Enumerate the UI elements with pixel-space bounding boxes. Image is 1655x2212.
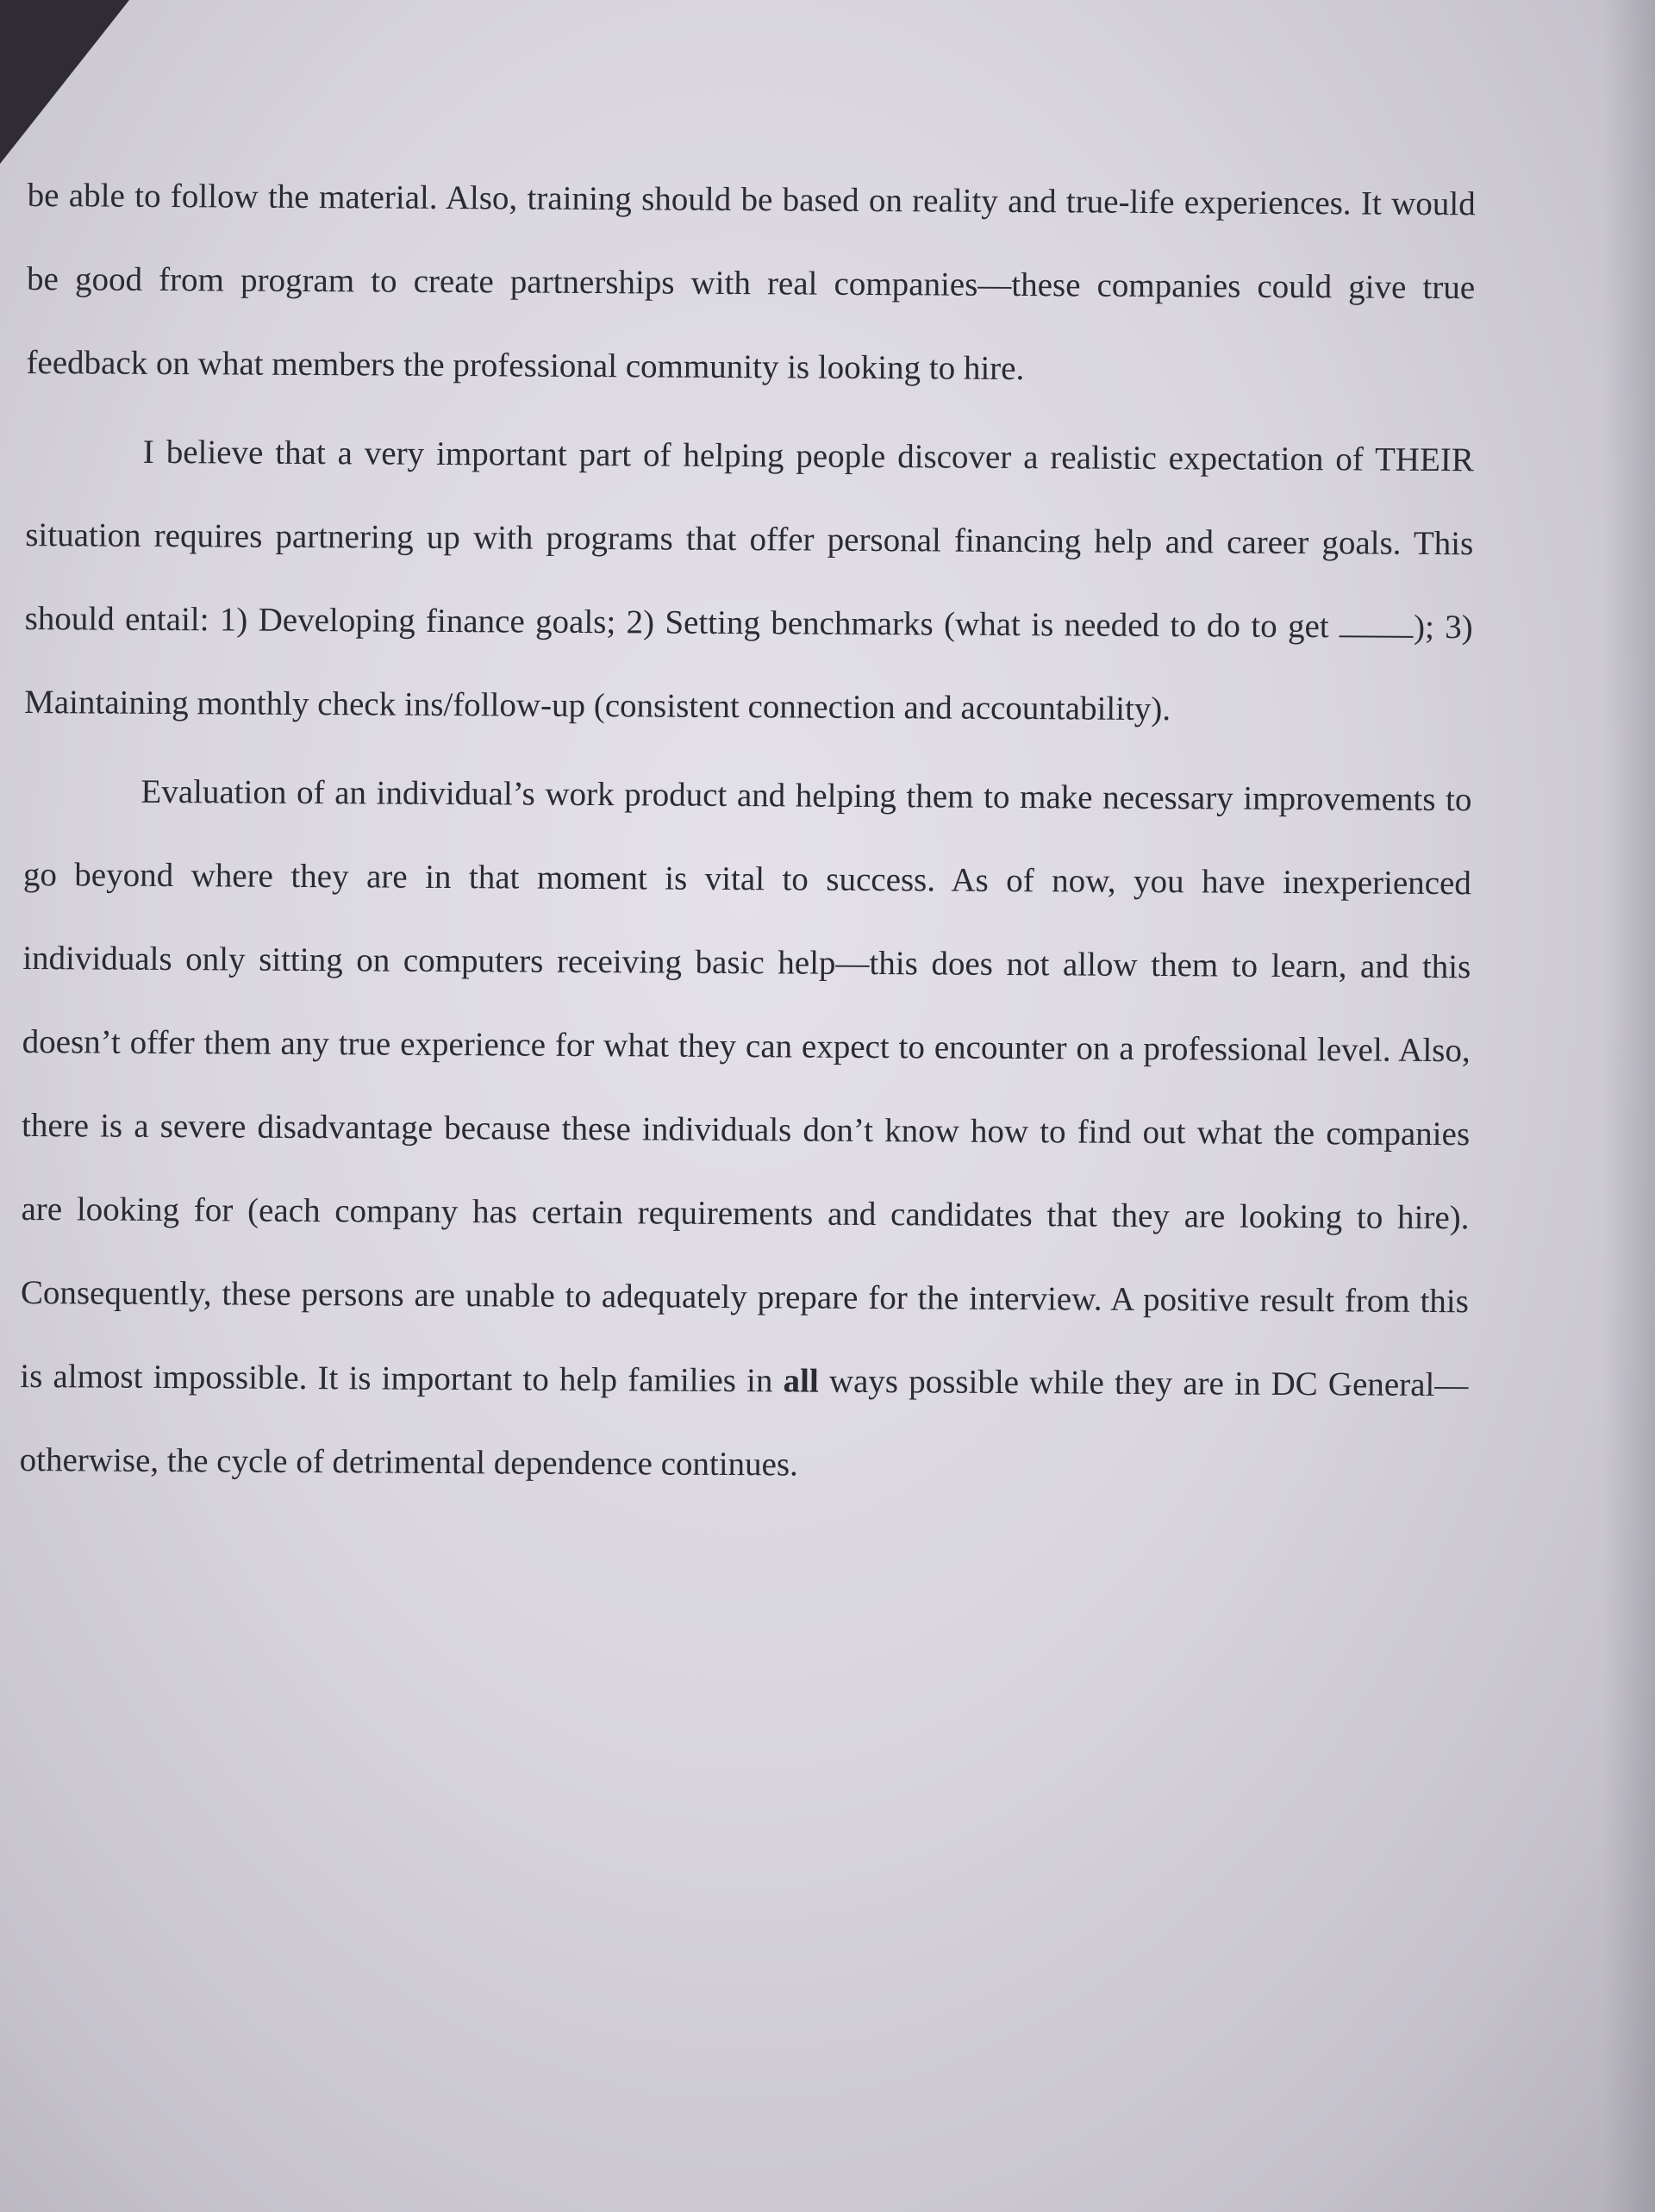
page-edge-shadow — [1603, 0, 1655, 2212]
paragraph-3 — [19, 749, 1471, 1510]
paragraph-3-text-start: Evaluation of an individual’s work product and helping them to make necessary improvements to go beyond where they are in that moment is vital to success. As of now, you have inexperienced individuals only sitting on computers receiving basic help—this does not allow them to learn, and this doesn’t offer them any true experience for what they can expect to encounter on a professional level. Also, there is a severe disadvantage because these individuals don’t know how to find out what the companies are looking for (each company has certain requirements and candidates that they are looking to hire). Consequently, these persons are unable to adequately prepare for the interview. A positive result from this is almost impossible. It is important to help families in — [20, 772, 1472, 1400]
paragraph-2-text-start: I believe that a very important part of helping people discover a realistic expectation of THEIR situation requires partnering up with programs that offer personal financing help and career goals. This should entail: 1) Developing finance goals; 2) Setting benchmarks (what is needed to do to get — [24, 433, 1474, 646]
document-body — [19, 153, 1476, 1515]
paragraph-3-text-end: ways possible while they are in DC General—otherwise, the cycle of detrimental dependence continues. — [19, 1362, 1469, 1484]
paragraph-2 — [24, 409, 1474, 753]
paragraph-3-bold-word: all — [783, 1362, 819, 1400]
fill-in-blank — [1340, 609, 1414, 638]
page-corner-shadow — [0, 0, 129, 164]
paragraph-1 — [26, 153, 1476, 413]
paragraph-2-text-end: ); 3) Maintaining monthly check ins/follow-up (consistent connection and accountability). — [23, 608, 1473, 728]
paragraph-1-text: be able to follow the material. Also, training should be based on reality and true-life experiences. It would be good from program to create partnerships with real companies—these companies could give true feedback on what members the professional community is looking to hire. — [26, 176, 1476, 388]
